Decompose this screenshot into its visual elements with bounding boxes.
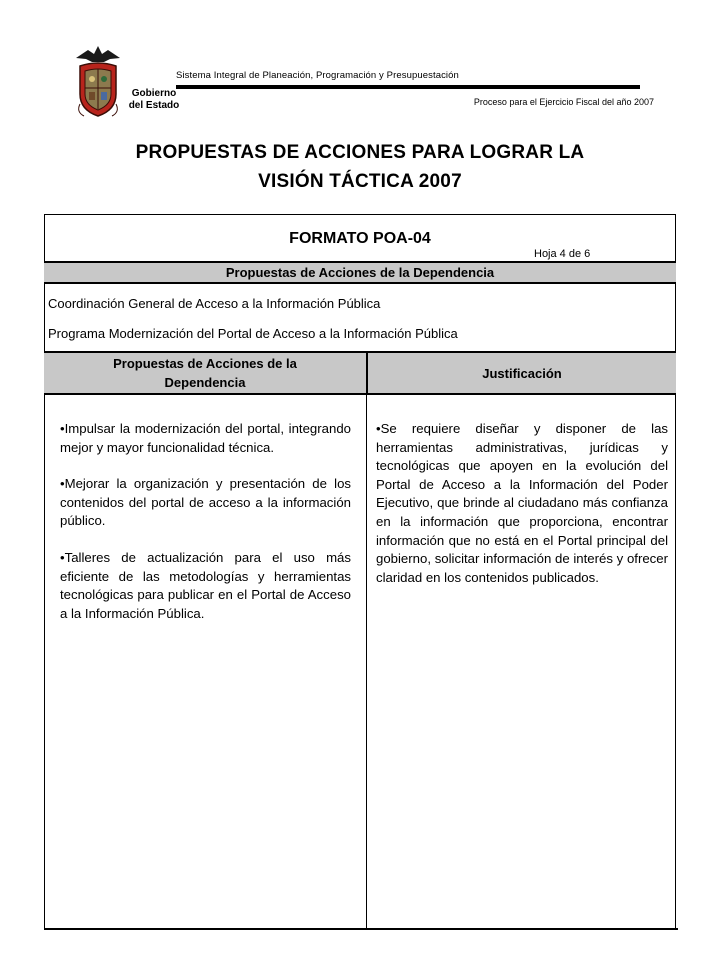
dependencia-name: Coordinación General de Acceso a la Información Pública — [48, 296, 381, 311]
programa-name: Programa Modernización del Portal de Acceso a la Información Pública — [48, 326, 458, 341]
column-header-justificacion: Justificación — [482, 366, 562, 381]
column-divider — [366, 395, 367, 928]
page-title-line2: VISIÓN TÁCTICA 2007 — [258, 171, 462, 192]
process-line: Proceso para el Ejercicio Fiscal del año 2007 — [473, 97, 654, 107]
acciones-list — [60, 420, 351, 641]
section-header: Propuestas de Acciones de la Dependencia — [225, 265, 495, 280]
accion-item: •Talleres de actualización para el uso más eficiente de las metodologías y herramientas tecnológicas para publicar en el Portal de Acceso a la Información Pública. — [60, 549, 351, 621]
accion-item: •Mejorar la organización y presentación de los contenidos del portal de acceso a la información público. — [60, 476, 351, 529]
system-title: Sistema Integral de Planeación, Programación y Presupuestación — [176, 70, 459, 81]
column-header-acciones — [44, 354, 366, 392]
page-counter: Hoja 4 de 6 — [534, 248, 591, 260]
page-title — [40, 138, 680, 196]
header-rule — [176, 85, 640, 89]
gobierno-line1: Gobierno — [131, 88, 177, 99]
formato-label: FORMATO POA-04 — [289, 230, 431, 247]
column-header-acciones-line2: Dependencia — [164, 375, 246, 390]
form-bottom-rule — [44, 928, 678, 930]
justificacion-paragraph: •Se requiere diseñar y disponer de las herramientas administrativas, jurídicas y tecnológicas que apoyen en la evolución del Portal de Acceso a la Información del Poder Ejecutivo, que brinde al ciudadano más confianza en la información que proporciona, encontrar información que no está en el Portal principal del gobierno, solicitar información de interés y ofrecer claridad en los contenidos publicados. — [376, 421, 668, 585]
page-title-line1: PROPUESTAS DE ACCIONES PARA LOGRAR LA — [135, 142, 585, 163]
gobierno-line2: del Estado — [128, 100, 180, 111]
justificacion-text — [376, 420, 668, 587]
gobierno-label — [124, 88, 184, 112]
state-coat-of-arms-icon — [72, 44, 124, 120]
column-header-acciones-line1: Propuestas de Acciones de la — [113, 356, 297, 371]
accion-item: •Impulsar la modernización del portal, integrando mejor y mayor funcionalidad técnica. — [60, 421, 351, 455]
